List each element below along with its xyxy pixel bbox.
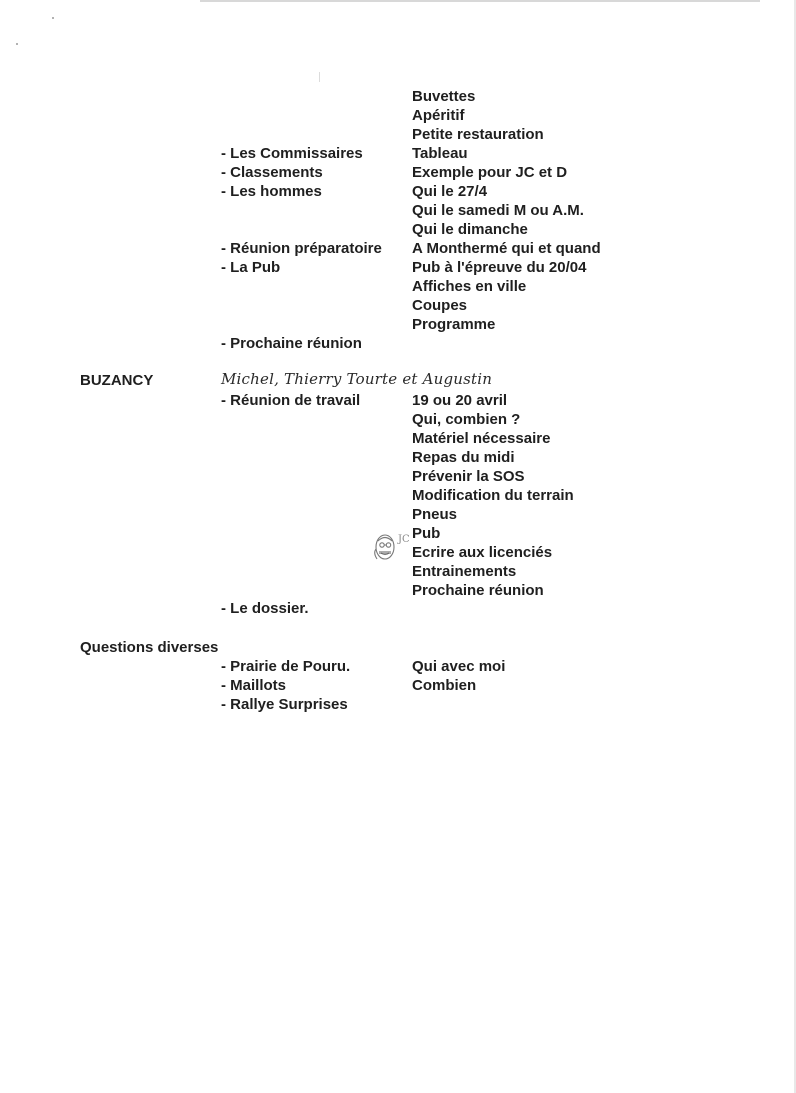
scan-speck [16,43,18,45]
agenda-item: - Prochaine réunion [221,335,362,352]
task-line: Combien [412,677,477,694]
task-line: Buvettes [412,88,476,105]
task-line: Modification du terrain [412,487,574,504]
task-line: Tableau [412,145,468,162]
scan-top-edge [200,0,760,2]
agenda-item: - Les Commissaires [221,145,363,162]
scan-speck [52,17,54,19]
task-line: Coupes [412,297,468,314]
agenda-item: - Maillots [221,677,287,694]
task-line: Prochaine réunion [412,582,544,599]
agenda-item: - Réunion de travail [221,392,361,409]
task-line: Pub [412,525,441,542]
task-line: Pub à l'épreuve du 20/04 [412,259,587,276]
agenda-item: - Les hommes [221,183,322,200]
task-line: Entrainements [412,563,517,580]
scan-mark [319,72,320,82]
stamp-letters: JC [398,534,410,545]
agenda-item: - Le dossier. [221,600,309,617]
task-line: Exemple pour JC et D [412,164,568,181]
agenda-item: - Rallye Surprises [221,696,348,713]
task-line: Petite restauration [412,126,544,143]
task-line: 19 ou 20 avril [412,392,508,409]
face-watermark-icon [368,527,412,567]
task-line: Repas du midi [412,449,515,466]
task-line: Qui, combien ? [412,411,521,428]
task-line: Qui le dimanche [412,221,528,238]
task-line: Affiches en ville [412,278,527,295]
task-line: Qui le 27/4 [412,183,488,200]
agenda-item: - Prairie de Pouru. [221,658,351,675]
task-line: Ecrire aux licenciés [412,544,553,561]
task-line: A Monthermé qui et quand [412,240,601,257]
agenda-item: - Réunion préparatoire [221,240,382,257]
task-line: Pneus [412,506,458,523]
task-line: Apéritif [412,107,465,124]
task-line: Qui avec moi [412,658,506,675]
handwritten-names: Michel, Thierry Tourte et Augustin [221,370,493,388]
task-line: Qui le samedi M ou A.M. [412,202,584,219]
agenda-item: - Classements [221,164,323,181]
task-line: Matériel nécessaire [412,430,551,447]
section-heading-buzancy: BUZANCY [80,372,154,389]
task-line: Programme [412,316,496,333]
section-heading-questions: Questions diverses [80,639,219,656]
agenda-item: - La Pub [221,259,281,276]
task-line: Prévenir la SOS [412,468,525,485]
